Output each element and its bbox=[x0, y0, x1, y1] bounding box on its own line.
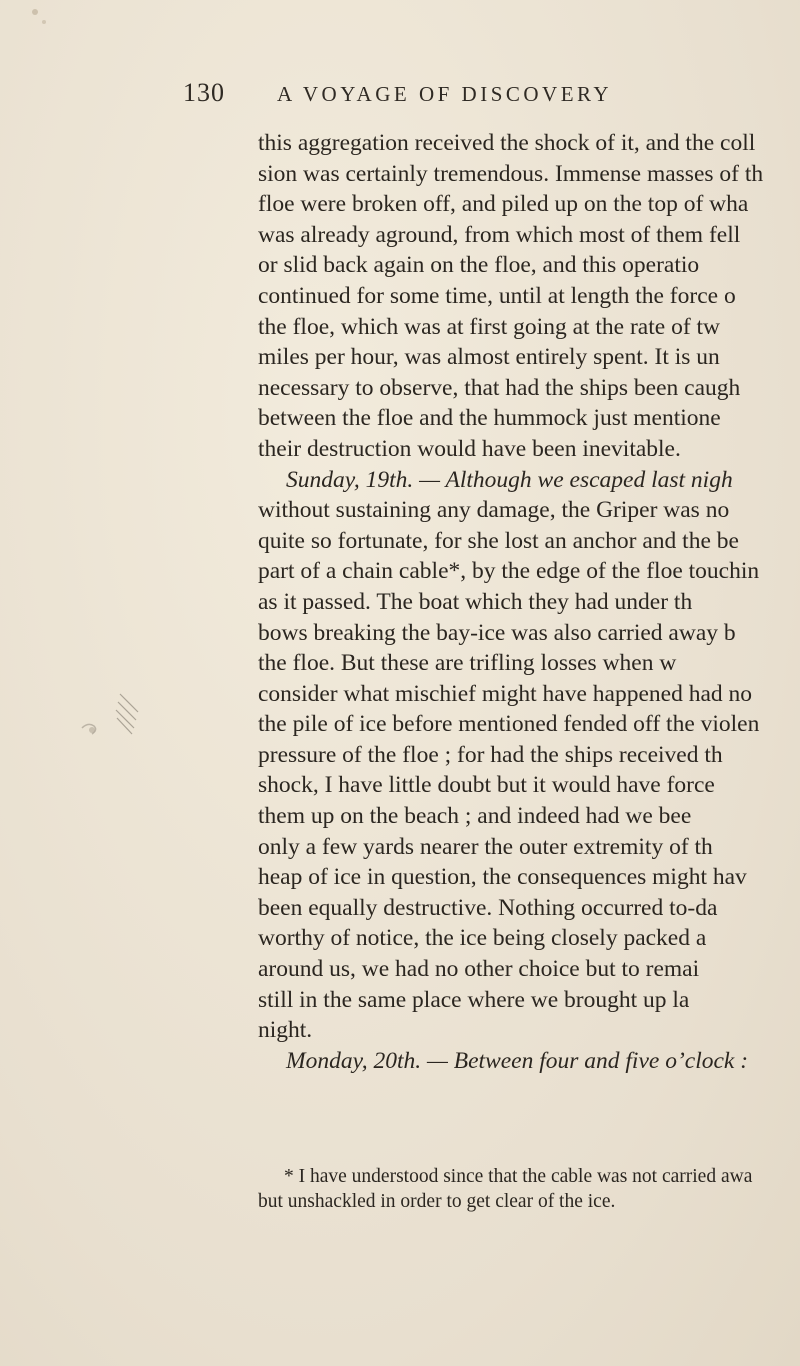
text-line: them up on the beach ; and indeed had we bee bbox=[258, 803, 692, 830]
text-line: continued for some time, until at length the force o bbox=[258, 282, 736, 309]
text-line: miles per hour, was almost entirely spent. It is un bbox=[258, 344, 720, 371]
text-line: the floe, which was at first going at the rate of tw bbox=[258, 313, 721, 340]
footnote-line: * I have understood since that the cable was not carried awa bbox=[284, 1166, 753, 1187]
text-line: consider what mischief might have happened had no bbox=[258, 680, 753, 707]
text-line: was already aground, from which most of them fell bbox=[258, 221, 741, 248]
footnote bbox=[258, 1164, 800, 1214]
text-line: this aggregation received the shock of it, and the coll bbox=[258, 130, 756, 156]
text-line: without sustaining any damage, the Griper was no bbox=[258, 497, 730, 524]
text-line: been equally destructive. Nothing occurred to-da bbox=[258, 894, 718, 921]
text-line: heap of ice in question, the consequences might hav bbox=[258, 864, 747, 891]
footnote-line: but unshackled in order to get clear of the ice. bbox=[258, 1191, 616, 1212]
body-text bbox=[258, 128, 800, 1076]
text-line: floe were broken off, and piled up on the top of wha bbox=[258, 191, 749, 218]
running-title: A VOYAGE OF DISCOVERY bbox=[277, 82, 613, 106]
text-line: still in the same place where we brought up la bbox=[258, 986, 690, 1013]
date-heading: Sunday, 19th. — Although we escaped last nigh bbox=[286, 466, 733, 493]
text-line: pressure of the floe ; for had the ships received th bbox=[258, 741, 723, 768]
text-line: only a few yards nearer the outer extremity of th bbox=[258, 833, 713, 860]
text-line: their destruction would have been inevitable. bbox=[258, 435, 681, 462]
text-line: part of a chain cable*, by the edge of the floe touchin bbox=[258, 558, 760, 585]
text-line: bows breaking the bay-ice was also carried away b bbox=[258, 619, 736, 646]
text-line-sunday-heading bbox=[258, 465, 800, 496]
running-head bbox=[183, 78, 612, 108]
text-line: shock, I have little doubt but it would have force bbox=[258, 772, 715, 799]
text-line: worthy of notice, the ice being closely packed a bbox=[258, 925, 707, 952]
text-line: as it passed. The boat which they had under th bbox=[258, 588, 693, 615]
text-line: sion was certainly tremendous. Immense masses of th bbox=[258, 160, 764, 187]
text-line: quite so fortunate, for she lost an anchor and the be bbox=[258, 527, 739, 554]
text-line: the pile of ice before mentioned fended off the violen bbox=[258, 711, 760, 738]
text-line: necessary to observe, that had the ships been caugh bbox=[258, 374, 741, 401]
page-number: 130 bbox=[183, 78, 225, 107]
date-heading: Monday, 20th. — Between four and five o’clock : bbox=[286, 1047, 749, 1074]
text-line: or slid back again on the floe, and this operatio bbox=[258, 252, 700, 279]
margin-pencil-mark bbox=[80, 690, 160, 800]
text-line: between the floe and the hummock just mentione bbox=[258, 405, 721, 432]
text-line: night. bbox=[258, 1017, 313, 1044]
text-line: around us, we had no other choice but to remai bbox=[258, 956, 700, 983]
text-line-monday-heading bbox=[258, 1046, 800, 1077]
text-line: the floe. But these are trifling losses when w bbox=[258, 650, 677, 677]
